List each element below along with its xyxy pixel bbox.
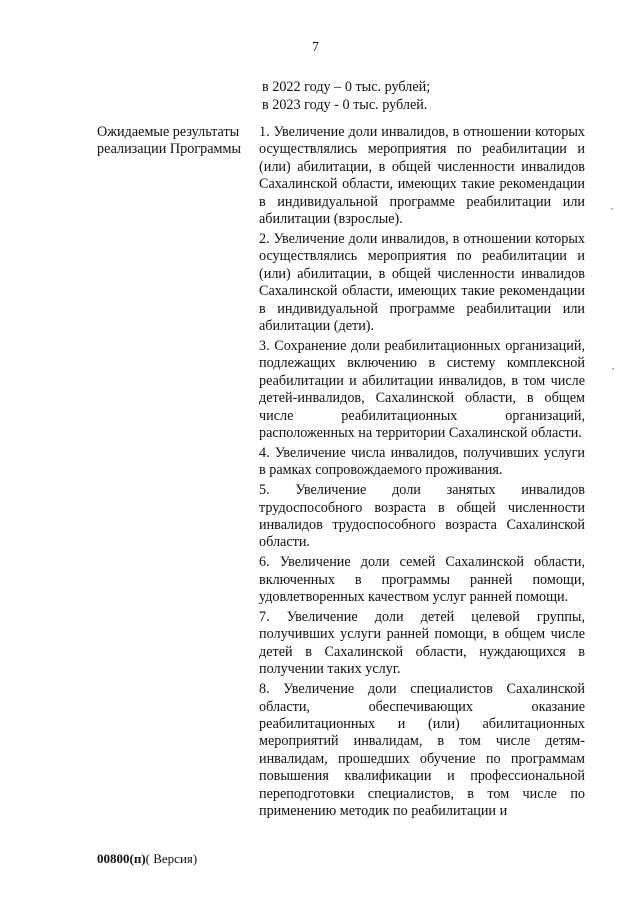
result-item: 5. Увеличение доли занятых инвалидов трудоспособного возраста в общей численности инвалидов трудоспособного возраста Сахалинской области. — [259, 482, 585, 551]
page-number: 7 — [312, 40, 319, 55]
result-item: 8. Увеличение доли специалистов Сахалинской области, обеспечивающих оказание реабилитационных и (или) абилитационных мероприятий инвалидам, в том числе детям-инвалидам, прошедших обучение по программам повышения квалификации и профессиональной переподготовки специалистов, в том числе по применению методик по реабилитации и — [259, 681, 585, 819]
scan-mark — [611, 208, 613, 210]
section-label: Ожидаемые результаты реализации Программы — [97, 124, 242, 158]
expected-results-list — [259, 124, 585, 820]
document-code — [97, 851, 197, 867]
result-item: 7. Увеличение доли детей целевой группы, получивших услуги ранней помощи, в общем числе детей в Сахалинской области, нуждающихся в получении таких услуг. — [259, 608, 585, 678]
budget-lines — [262, 78, 430, 114]
document-version: ( Версия) — [145, 851, 198, 866]
result-item: 2. Увеличение доли инвалидов, в отношении которых осуществлялись мероприятия по реабилитации и (или) абилитации, в общей численности инвалидов Сахалинской области, имеющих такие рекомендации в индивидуальной программе реабилитации или абилитации (дети). — [259, 230, 585, 334]
result-item: 6. Увеличение доли семей Сахалинской области, включенных в программы ранней помощи, удовлетворенных качеством услуг ранней помощи. — [259, 554, 585, 606]
budget-line: в 2022 году – 0 тыс. рублей; — [262, 79, 431, 95]
result-item: 4. Увеличение числа инвалидов, получивших услуги в рамках сопровождаемого проживания. — [259, 444, 585, 479]
scan-mark — [612, 368, 614, 370]
result-item: 1. Увеличение доли инвалидов, в отношении которых осуществлялись мероприятия по реабилитации и (или) абилитации, в общей численности инвалидов Сахалинской области, имеющих такие рекомендации в индивидуальной программе реабилитации или абилитации (взрослые). — [259, 124, 585, 228]
document-code-number: 00800(п) — [97, 851, 146, 866]
budget-line: в 2023 году - 0 тыс. рублей. — [262, 97, 428, 113]
result-item: 3. Сохранение доли реабилитационных организаций, подлежащих включению в систему комплексной реабилитации и абилитации инвалидов, в том числе детей-инвалидов, Сахалинской области, в общем числе реабилитационных организаций, расположенных на территории Сахалинской области. — [259, 337, 585, 441]
